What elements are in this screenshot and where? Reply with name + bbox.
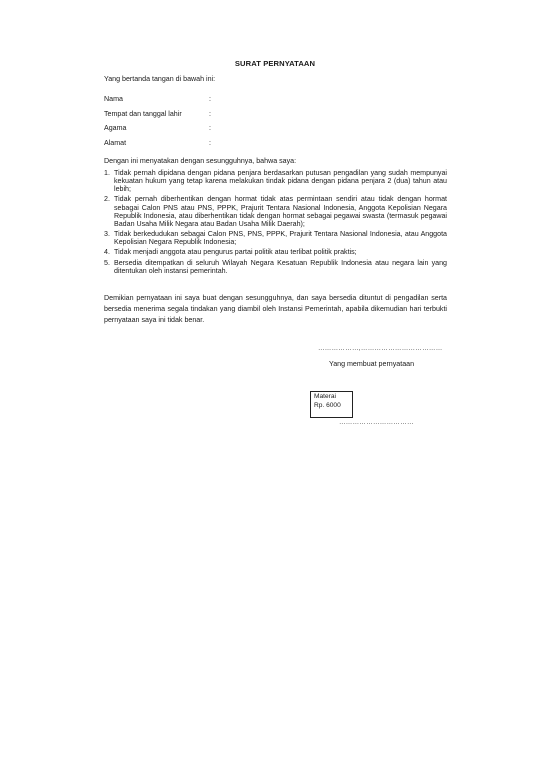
- list-item-text: Bersedia ditempatkan di seluruh Wilayah Negara Kesatuan Republik Indonesia atau negara lain yang ditentukan oleh instansi pemerintah.: [114, 258, 447, 275]
- statement-lead: Dengan ini menyatakan dengan sesungguhnya, bahwa saya:: [104, 157, 297, 165]
- statement-list: [104, 169, 447, 277]
- list-item: [104, 259, 447, 275]
- document-title: SURAT PERNYATAAN: [234, 59, 316, 68]
- stamp-box: [310, 391, 353, 418]
- list-item: [104, 230, 447, 246]
- field-colon: :: [209, 139, 211, 147]
- list-item: [104, 248, 447, 256]
- field-colon: :: [209, 95, 211, 103]
- field-label-agama: Agama: [104, 124, 127, 132]
- list-item: [104, 195, 447, 227]
- date-place-line: ………………,………………………………: [318, 345, 443, 352]
- list-item-text: Tidak menjadi anggota atau pengurus partai politik atau terlibat politik praktis;: [114, 248, 357, 257]
- list-item-text: Tidak berkedudukan sebagai Calon PNS, PNS, PPPK, Prajurit Tentara Nasional Indonesia, atau Anggota Kepolisian Negara Republik Indonesia;: [114, 230, 447, 247]
- list-item-text: Tidak pernah dipidana dengan pidana penjara berdasarkan putusan pengadilan yang sudah mempunyai kekuatan hukum yang tetap karena melakukan tindak pidana dengan pidana penjara 2 (dua) tahun atau lebih;: [114, 169, 447, 194]
- list-item-number: 3.: [104, 230, 110, 239]
- closing-paragraph: Demikian pernyataan ini saya buat dengan sesungguhnya, dan saya bersedia dituntut di pengadilan serta bersedia menerima segala tindakan yang diambil oleh Instansi Pemerintah, apabila dikemudian hari terbukti pernyataan saya ini tidak benar.: [104, 294, 447, 325]
- stamp-value: Rp. 6000: [314, 401, 341, 409]
- list-item-text: Tidak pernah diberhentikan dengan hormat tidak atas permintaan sendiri atau tidak dengan hormat sebagai Calon PNS atau PNS, PPPK, Prajurit Tentara Nasional Indonesia, Anggota Kepolisian Negara Republik Indonesia, atau diberhentikan tidak dengan hormat sebagai pegawai swasta (termasuk pegawai Badan Usaha Milik Negara atau Badan Usaha Milik Daerah);: [114, 195, 447, 228]
- list-item: [104, 169, 447, 193]
- list-item-number: 2.: [104, 195, 110, 204]
- list-item-number: 4.: [104, 248, 110, 257]
- field-colon: :: [209, 110, 211, 118]
- list-item-number: 5.: [104, 258, 110, 267]
- field-colon: :: [209, 124, 211, 132]
- list-item-number: 1.: [104, 169, 110, 177]
- signature-name-line: ……………………………: [339, 419, 414, 426]
- stamp-label: Materai: [314, 393, 336, 400]
- signer-label: Yang membuat pernyataan: [329, 360, 415, 368]
- field-label-tempat-tanggal-lahir: Tempat dan tanggal lahir: [104, 110, 182, 118]
- intro-text: Yang bertanda tangan di bawah ini:: [104, 75, 216, 83]
- field-label-alamat: Alamat: [104, 139, 127, 147]
- field-label-nama: Nama: [104, 95, 123, 103]
